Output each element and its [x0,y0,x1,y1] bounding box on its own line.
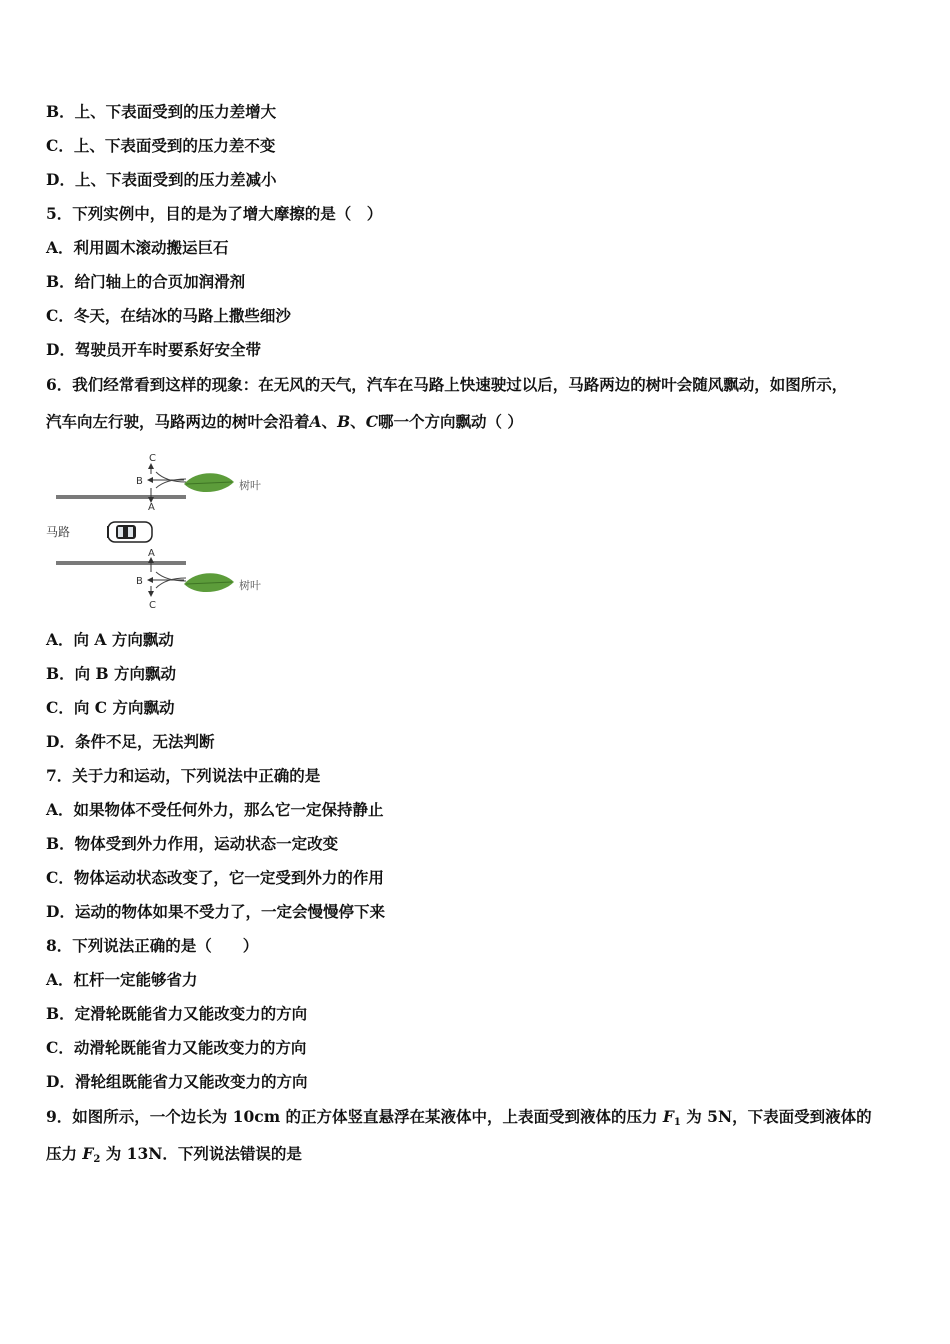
q9-stem-text: 9．如图所示，一个边长为 10cm 的正方体竖直悬浮在某液体中，上表面受到液体的压力 [46,1107,663,1126]
q5-option-c: C．冬天，在结冰的马路上撒些细沙 [46,306,291,325]
q9-force-symbol: F [662,1107,674,1126]
label-c-bottom: C [149,600,156,611]
q6-stem-line-2 [46,412,523,432]
q6-stem-letter-a: A [309,412,322,431]
q6-stem-text: 汽车向左行驶，马路两边的树叶会沿着 [46,412,310,431]
q9-force-subscript: 2 [93,1154,101,1165]
q6-option-b: B．向 B 方向飘动 [46,664,176,683]
q8-option-a: A．杠杆一定能够省力 [46,970,198,989]
q6-option-a: A．向 A 方向飘动 [46,630,174,649]
q8-stem: 8．下列说法正确的是（ ） [46,936,259,955]
q5-option-a: A．利用圆木滚动搬运巨石 [46,238,229,257]
q8-option-c: C．动滑轮既能省力又能改变力的方向 [46,1038,307,1057]
q7-option-b: B．物体受到外力作用，运动状态一定改变 [46,834,339,853]
q6-stem-letter-b: B [337,412,351,431]
q8-option-d: D．滑轮组既能省力又能改变力的方向 [46,1072,308,1091]
q9-stem-line-1 [46,1107,872,1133]
q9-stem-line-2 [46,1144,302,1170]
q6-stem-letter-c: C [365,412,379,431]
q4-option-d: D．上、下表面受到的压力差减小 [46,170,277,189]
q4-option-b: B．上、下表面受到的压力差增大 [46,102,277,121]
q6-stem-sep: 、 [350,412,366,431]
q5-option-b: B．给门轴上的合页加润滑剂 [46,272,246,291]
car-icon [108,522,152,542]
leaf-icon-bottom [184,573,234,592]
leaf-label-top: 树叶 [239,479,261,492]
q7-stem: 7．关于力和运动，下列说法中正确的是 [46,766,321,785]
road-edge-bottom [56,561,186,565]
q6-stem-text-end: 哪一个方向飘动（ ） [378,412,523,431]
q6-stem-sep: 、 [321,412,338,431]
road-leaf-diagram [44,448,284,620]
leaf-label-bottom: 树叶 [239,579,261,592]
q5-option-d: D．驾驶员开车时要系好安全带 [46,340,261,359]
label-a-bottom: A [148,548,155,559]
q8-option-b: B．定滑轮既能省力又能改变力的方向 [46,1004,308,1023]
q7-option-d: D．运动的物体如果不受力了，一定会慢慢停下来 [46,902,385,921]
label-b-top: B [136,476,143,487]
q6-stem-line-1: 6．我们经常看到这样的现象：在无风的天气，汽车在马路上快速驶过以后，马路两边的树叶会随风飘动，如图所示， [46,375,848,394]
q5-stem: 5．下列实例中，目的是为了增大摩擦的是（ ） [46,204,383,223]
label-a-top: A [148,502,155,513]
label-b-bottom: B [136,576,143,587]
q7-option-a: A．如果物体不受任何外力，那么它一定保持静止 [46,800,384,819]
q9-force-symbol: F [82,1144,94,1163]
q7-option-c: C．物体运动状态改变了，它一定受到外力的作用 [46,868,384,887]
leaf-icon-top [184,473,234,492]
q9-stem-text: 压力 [46,1144,83,1163]
road-label: 马路 [46,525,71,539]
q6-option-d: D．条件不足，无法判断 [46,732,215,751]
q9-stem-text: 为 5N，下表面受到液体的 [680,1107,872,1126]
q4-option-c: C．上、下表面受到的压力差不变 [46,136,276,155]
q9-force-subscript: 1 [673,1117,681,1128]
q6-option-c: C．向 C 方向飘动 [46,698,175,717]
road-edge-top [56,495,186,499]
q9-stem-text: 为 13N．下列说法错误的是 [100,1144,302,1163]
label-c-top: C [149,453,156,464]
